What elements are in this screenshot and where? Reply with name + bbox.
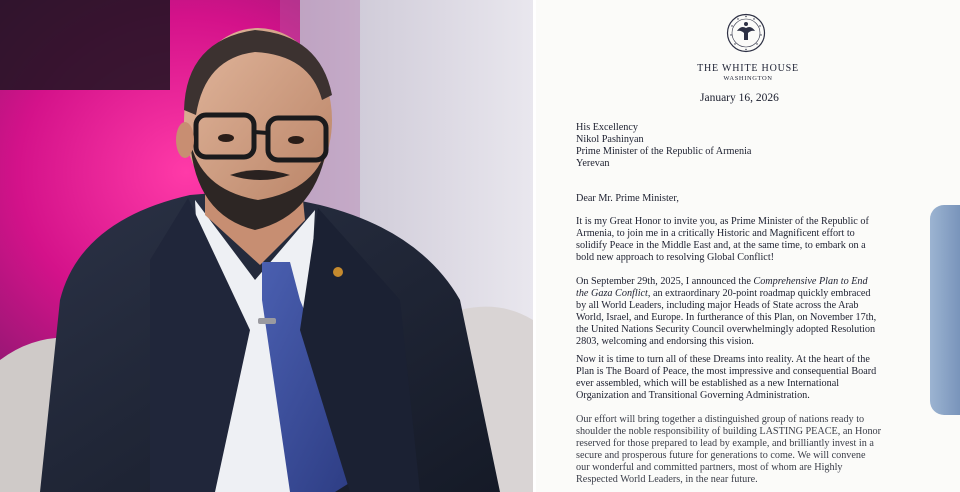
paragraph-board-of-peace	[576, 354, 926, 402]
paragraph-line: the United Nations Security Council overwhelmingly adopted Resolution	[576, 324, 876, 336]
paragraph-line: solidify Peace in the Middle East and, at the same time, to embark on a	[576, 240, 866, 252]
paragraph-line: shoulder the noble responsibility of building LASTING PEACE, an Honor	[576, 426, 882, 438]
paragraph-line: Respected World Leaders, in the near future.	[576, 474, 758, 486]
paragraph-line: by all World Leaders, including major Heads of State across the Arab	[576, 300, 859, 312]
text-run: , an extraordinary 20-point roadmap quickly embraced	[647, 288, 871, 300]
salutation	[576, 193, 926, 205]
address-line: Prime Minister of the Republic of Armenia	[576, 146, 752, 158]
letterhead-title: THE WHITE HOUSE	[697, 63, 799, 74]
paragraph-line	[576, 276, 926, 288]
paragraph-line: Armenia, to join me in a critically Historic and Magnificent effort to	[576, 228, 855, 240]
paragraph-invitation	[576, 216, 926, 264]
letter-date: January 16, 2026	[700, 92, 779, 104]
paragraph-gaza-plan	[576, 276, 926, 349]
address-line: Yerevan	[576, 158, 610, 170]
plan-title-italic: Comprehensive Plan to End	[753, 276, 868, 287]
paragraph-line: bold new approach to resolving Global Conflict!	[576, 252, 775, 264]
text-run: On September 29th, 2025, I announced the	[576, 276, 754, 287]
address-line: His Excellency	[576, 122, 638, 133]
paragraph-line: Our effort will bring together a distinguished group of nations ready to	[576, 414, 865, 425]
address-line: Nikol Pashinyan	[576, 134, 644, 146]
paragraph-line: our wonderful and committed partners, most of whom are Highly	[576, 462, 843, 474]
recipient-address	[576, 122, 926, 170]
presidential-seal-icon	[726, 13, 766, 53]
paragraph-line: 2803, welcoming and endorsing this vision.	[576, 336, 754, 348]
background-person-blur	[930, 205, 960, 415]
paragraph-line: Now it is time to turn all of these Dreams into reality. At the heart of the	[576, 354, 870, 365]
paragraph-line	[576, 288, 926, 300]
paragraph-line: Organization and Transitional Governing Administration.	[576, 390, 810, 402]
paragraph-line: Plan is The Board of Peace, the most impressive and consequential Board	[576, 366, 877, 378]
paragraph-line: secure and prosperous future for generations to come. We will convene	[576, 450, 866, 462]
salutation-text: Dear Mr. Prime Minister,	[576, 193, 679, 204]
plan-title-italic: the Gaza Conflict	[576, 288, 648, 300]
paragraph-line: reserved for those prepared to lead by example, and brilliantly invest in a	[576, 438, 874, 450]
paragraph-lasting-peace	[576, 414, 926, 487]
letterhead-city: WASHINGTON	[723, 75, 773, 82]
paragraph-line: ever assembled, which will be established as a new International	[576, 378, 840, 390]
paragraph-line: It is my Great Honor to invite you, as Prime Minister of the Republic of	[576, 216, 869, 227]
paragraph-line: World, Israel, and Europe. In furtherance of this Plan, on November 17th,	[576, 312, 877, 324]
